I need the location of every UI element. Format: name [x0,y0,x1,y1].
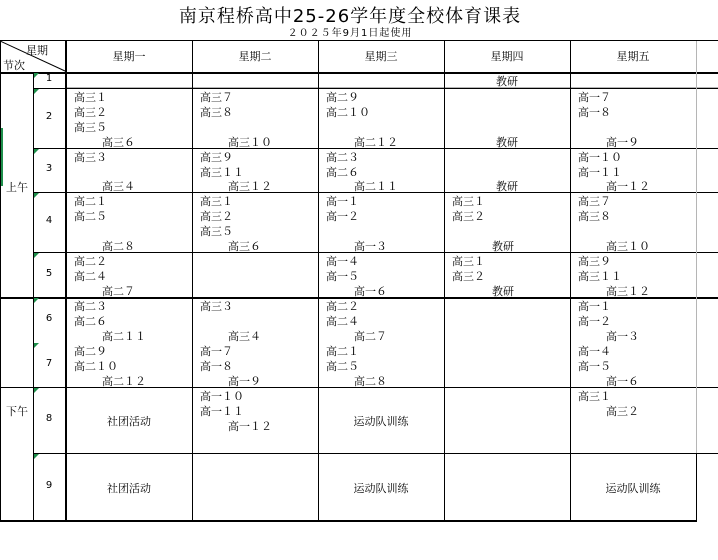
class-entry: 高三８ [578,210,611,223]
cell-p2-wed [318,88,444,148]
cell-p8-tue [192,387,318,453]
class-entry: 高三１ [200,195,233,208]
cell-p6-wed [318,297,444,342]
corner-weekday-label: 星期 [26,44,48,57]
gridline [696,41,697,453]
class-entry: 高一４ [578,345,611,358]
class-entry: 高三２ [452,270,485,283]
period-number-4: 4 [45,215,53,226]
cell-p7-tue [192,342,318,387]
class-entry-last: 高一３ [354,240,387,253]
class-entry: 高三１１ [200,166,244,179]
cell-p1-thu: 教研 [496,75,518,88]
class-entry: 高二２ [326,300,359,313]
class-entry: 高二６ [74,315,107,328]
cell-marker [34,343,39,348]
class-entry: 高一７ [200,345,233,358]
class-entry-last: 高三１２ [606,285,650,298]
class-entry-last: 高一９ [606,136,639,149]
cell-p4-mon [66,192,192,252]
cell-p4-wed [318,192,444,252]
class-entry: 高一２ [578,315,611,328]
class-entry: 高三１ [452,195,485,208]
class-entry: 高三３ [74,151,107,164]
page-title: 南京程桥高中25-26学年度全校体育课表 [178,6,522,27]
class-entry-last: 高三４ [102,180,135,193]
period-number-9: 9 [45,480,53,491]
cell-p9-mon: 社团活动 [107,482,151,495]
class-entry: 高三５ [74,121,107,134]
class-entry-last: 高三１２ [228,180,272,193]
class-entry-last: 高三４ [228,330,261,343]
class-entry: 高二１０ [326,106,370,119]
class-entry: 高一１ [326,195,359,208]
class-entry: 高二５ [326,360,359,373]
class-entry-last: 高二８ [102,240,135,253]
class-entry: 高三５ [200,225,233,238]
cell-marker [34,149,39,154]
cell-p3-wed [318,148,444,192]
cell-p3-fri [570,148,696,192]
class-entry-last: 高三２ [606,405,639,418]
class-entry: 高三２ [200,210,233,223]
class-entry-last: 高二７ [354,330,387,343]
class-entry-last: 高一３ [606,330,639,343]
cell-marker [34,454,39,459]
class-entry: 高三２ [74,106,107,119]
class-entry-last: 高二１１ [102,330,146,343]
class-entry: 高一２ [326,210,359,223]
left-border [0,41,1,522]
class-entry: 高三７ [200,91,233,104]
class-entry: 高一５ [326,270,359,283]
class-entry-last: 高二１１ [354,180,398,193]
class-entry: 高三７ [578,195,611,208]
corner-diagonal [0,41,66,72]
header-friday: 星期五 [616,50,650,63]
class-entry-last: 高一６ [606,375,639,388]
class-entry: 高二２ [74,255,107,268]
class-entry: 高三１１ [578,270,622,283]
cell-p6-mon [66,297,192,342]
right-border [696,453,697,522]
session-morning: 上午 [6,181,28,194]
page-subtitle: ２０２５年9月1日起使用 [287,28,413,39]
header-wednesday: 星期三 [364,50,398,63]
class-entry-last: 高三１０ [228,136,272,149]
cell-p4-tue [192,192,318,252]
row-divider [33,453,718,454]
table-bottom-border [0,520,696,522]
header-thursday: 星期四 [490,50,524,63]
class-entry: 高一８ [578,106,611,119]
cell-p5-fri [570,252,696,297]
class-entry: 高二９ [326,91,359,104]
class-entry-last: 高二１２ [354,136,398,149]
cell-p3-mon [66,148,192,192]
class-entry: 高三１ [578,390,611,403]
cell-p3-tue [192,148,318,192]
cell-p5-thu [444,252,570,297]
class-entry: 高一１０ [200,390,244,403]
cell-marker [34,89,39,94]
period-number-2: 2 [45,111,53,122]
class-entry: 高三８ [200,106,233,119]
cell-marker [34,193,39,198]
period-number-6: 6 [45,312,53,324]
corner-period-label: 节次 [3,59,25,72]
class-entry-last: 教研 [492,285,514,298]
class-entry: 高一１１ [578,166,622,179]
class-entry: 高二１０ [74,360,118,373]
period-number-8: 8 [45,413,53,424]
class-entry-last: 教研 [492,240,514,253]
class-entry-last: 高一９ [228,375,261,388]
class-entry: 高二１ [326,345,359,358]
class-entry: 高三１ [74,91,107,104]
class-entry: 高一１１ [200,405,244,418]
header-tuesday: 星期二 [238,50,272,63]
schedule-table [0,40,718,521]
class-entry: 高三９ [200,151,233,164]
cell-marker [34,388,39,393]
class-entry-last: 高一１２ [606,180,650,193]
period-number-1: 1 [45,73,53,84]
session-afternoon: 下午 [6,405,28,418]
class-entry: 高一４ [326,255,359,268]
class-entry-last: 高三１０ [606,240,650,253]
cell-marker [34,298,39,303]
class-entry: 高二５ [74,210,107,223]
class-entry: 高三９ [578,255,611,268]
cell-p6-tue [192,297,318,342]
cell-marker [34,253,39,258]
class-entry: 高一８ [200,360,233,373]
cell-p2-mon [66,88,192,148]
cell-p6-fri [570,297,696,342]
class-entry-last: 高二１２ [102,375,146,388]
class-entry-last: 高三６ [228,240,261,253]
cell-p2-tue [192,88,318,148]
class-entry: 高三１ [452,255,485,268]
cell-p8-fri [570,387,696,453]
class-entry-last: 高二７ [102,285,135,298]
cell-p4-thu [444,192,570,252]
cell-p2-fri [570,88,696,148]
cell-marker [34,73,39,78]
period-number-3: 3 [45,163,53,174]
cell-p5-mon [66,252,192,297]
cell-p8-mon: 社团活动 [107,415,151,428]
cell-p9-fri: 运动队训练 [605,482,661,495]
class-entry: 高二４ [74,270,107,283]
class-entry-last: 高一６ [354,285,387,298]
class-entry: 高二４ [326,315,359,328]
class-entry: 高一７ [578,91,611,104]
cell-p3-thu: 教研 [496,180,518,193]
class-entry: 高三３ [200,300,233,313]
class-entry: 高二９ [74,345,107,358]
period-number-5: 5 [45,267,53,279]
class-entry-last: 高三６ [102,136,135,149]
cell-p8-wed: 运动队训练 [353,415,409,428]
row-divider [0,72,718,74]
class-entry: 高二３ [74,300,107,313]
cell-p2-thu: 教研 [496,136,518,149]
cell-p7-wed [318,342,444,387]
cell-p9-wed: 运动队训练 [353,482,409,495]
header-monday: 星期一 [112,50,146,63]
cell-p4-fri [570,192,696,252]
class-entry: 高二６ [326,166,359,179]
cell-p7-mon [66,342,192,387]
cell-p5-wed [318,252,444,297]
class-entry: 高三２ [452,210,485,223]
class-entry: 高一５ [578,360,611,373]
class-entry-last: 高二８ [354,375,387,388]
period-number-7: 7 [45,357,53,369]
class-entry: 高一１０ [578,151,622,164]
class-entry-last: 高一１２ [228,420,272,433]
class-entry: 高一１ [578,300,611,313]
class-entry: 高二１ [74,195,107,208]
cell-p7-fri [570,342,696,387]
class-entry: 高二３ [326,151,359,164]
